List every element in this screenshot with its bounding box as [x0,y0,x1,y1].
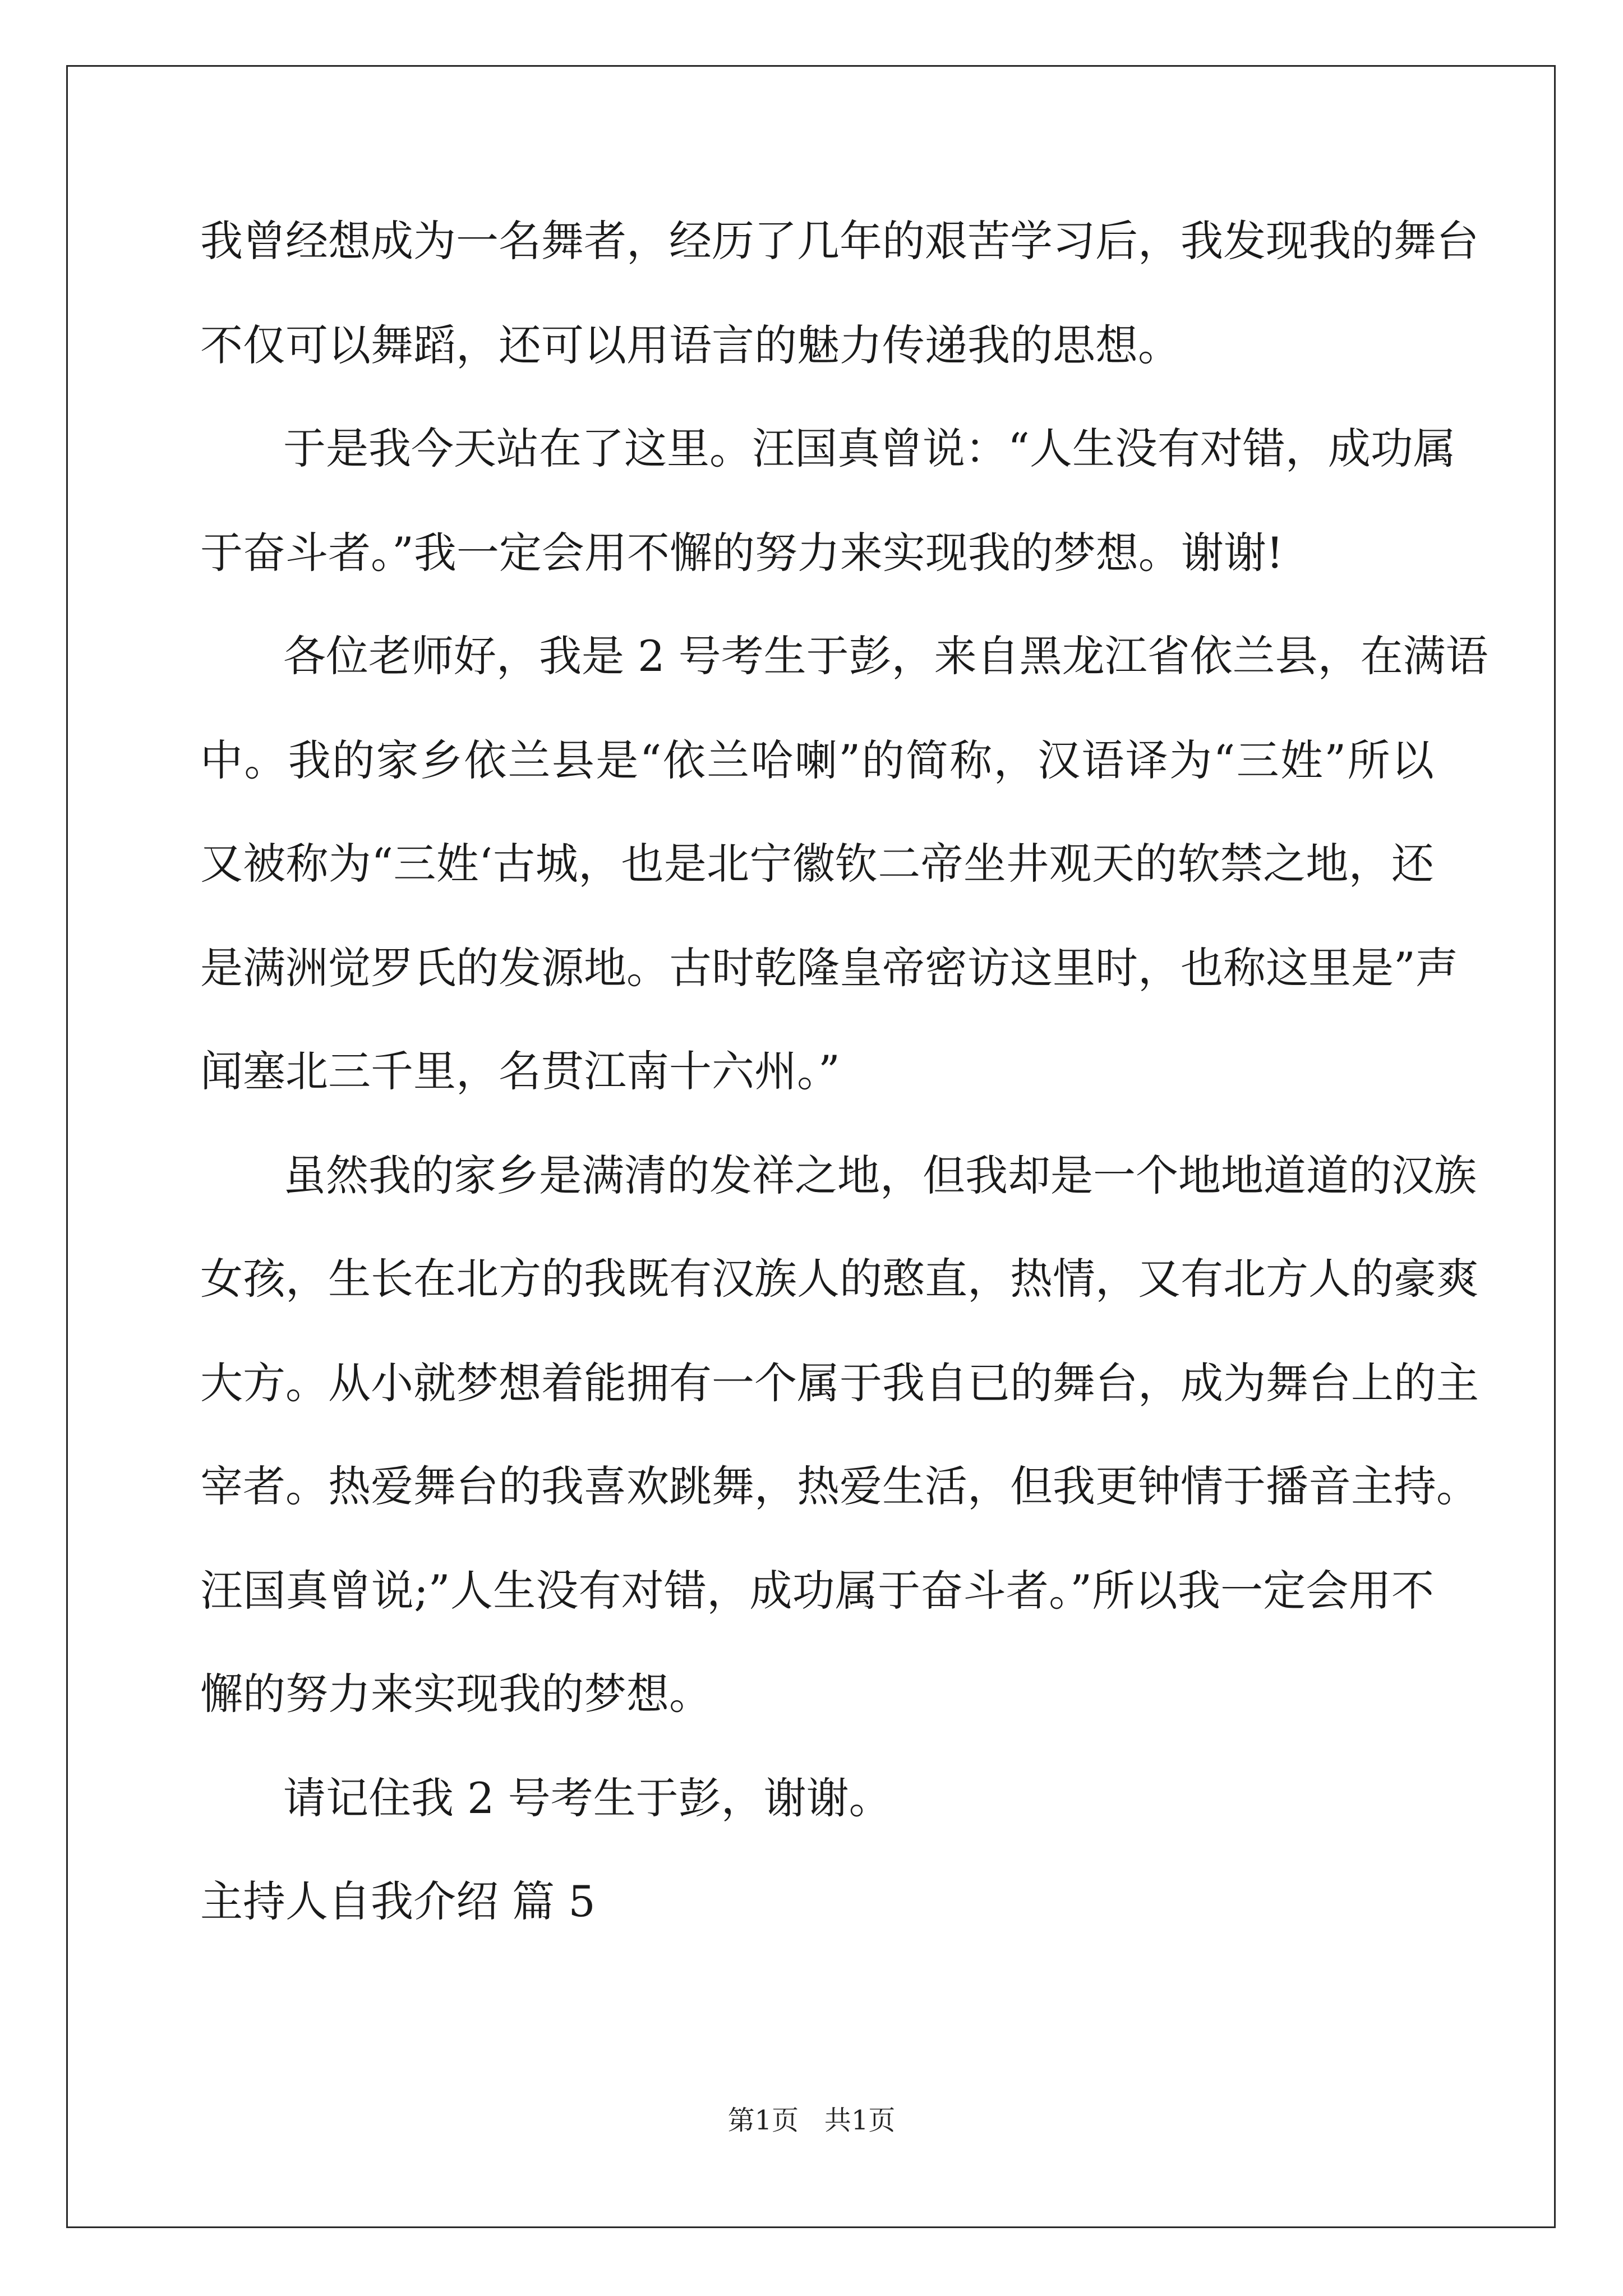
text-line: 闻塞北三千里，名贯江南十六州。” [200,1046,840,1096]
text-line: 宰者。热爱舞台的我喜欢跳舞，热爱生活，但我更钟情于播音主持。 [200,1461,1479,1511]
text-line: 汪国真曾说;”人生没有对错，成功属于奋斗者。”所以我一定会用不 [200,1566,1434,1616]
section-heading: 主持人自我介绍 篇 5 [200,1876,596,1926]
text-line: 懈的努力来实现我的梦想。 [200,1669,712,1719]
text-line: 是满洲觉罗氏的发源地。古时乾隆皇帝密访这里时，也称这里是”声 [200,943,1458,993]
text-line: 于奋斗者。”我一定会用不懈的努力来实现我的梦想。谢谢! [200,528,1284,578]
text-line: 虽然我的家乡是满清的发祥之地，但我却是一个地地道道的汉族 [283,1151,1477,1200]
text-line: 又被称为“三姓‘古城，也是北宁徽钦二帝坐井观天的软禁之地，还 [200,839,1434,889]
text-line: 各位老师好，我是 2 号考生于彭，来自黑龙江省依兰县，在满语 [283,631,1488,681]
text-line: 我曾经想成为一名舞者，经历了几年的艰苦学习后，我发现我的舞台 [200,216,1479,266]
page-footer [0,2104,1623,2137]
text-line: 请记住我 2 号考生于彭，谢谢。 [283,1773,892,1823]
text-line: 于是我今天站在了这里。汪国真曾说：“人生没有对错，成功属 [283,424,1456,473]
text-line: 女孩，生长在北方的我既有汉族人的憨直，热情，又有北方人的豪爽 [200,1254,1479,1304]
text-line: 中。我的家乡依兰县是“依兰哈喇”的简称，汉语译为“三姓”所以 [200,735,1434,785]
page-number: 第1页 共1页 [727,2105,896,2136]
text-line: 不仅可以舞蹈，还可以用语言的魅力传递我的思想。 [200,320,1181,370]
text-line: 大方。从小就梦想着能拥有一个属于我自已的舞台，成为舞台上的主 [200,1358,1479,1408]
